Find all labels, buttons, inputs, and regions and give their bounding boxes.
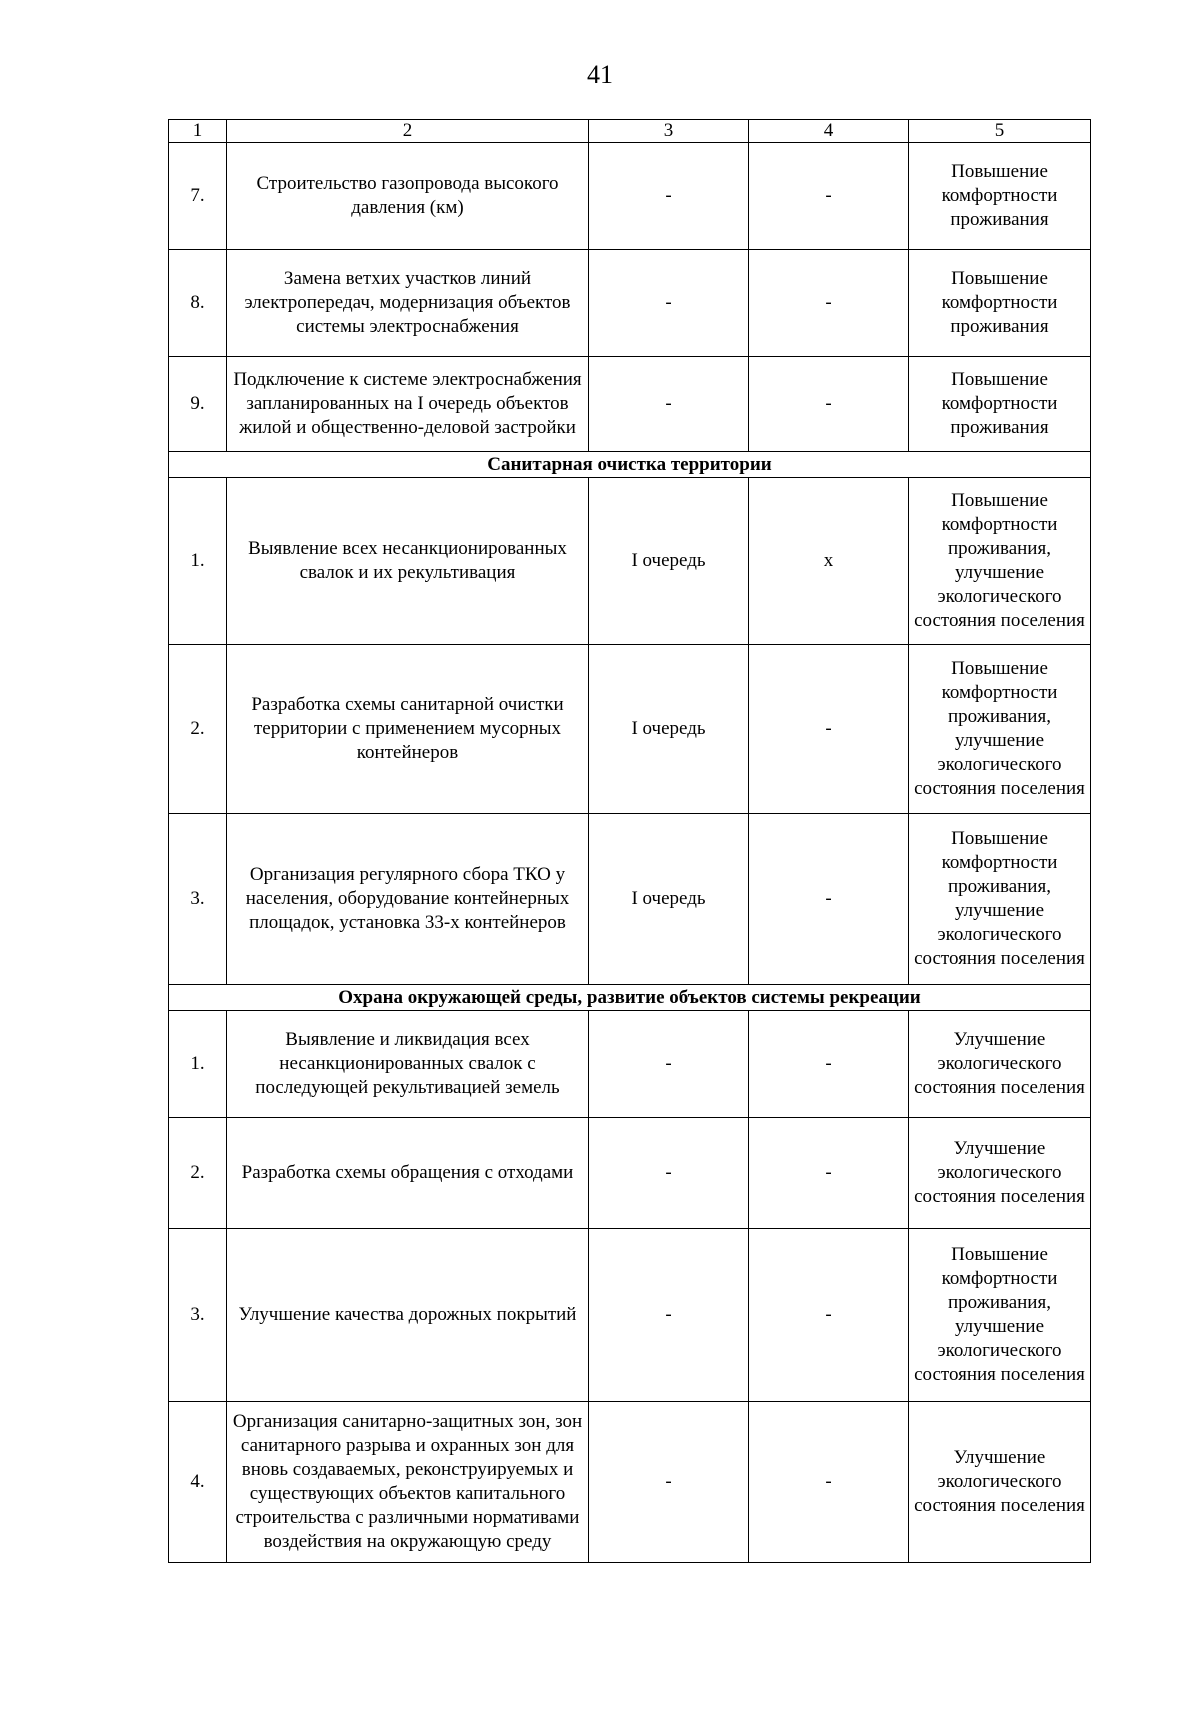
stage-cell: - [589,1229,749,1402]
table-row [169,357,1091,452]
measures-table [168,119,1091,1563]
stage-cell: - [589,357,749,452]
effect-cell: Повышение комфортности проживания [909,250,1091,357]
column4-cell: - [749,1402,909,1563]
measure-text: Строительство газопровода высокого давления (км) [227,143,589,250]
stage-cell: - [589,250,749,357]
table-row [169,645,1091,814]
header-cell: 1 [169,120,227,143]
measure-text: Организация регулярного сбора ТКО у населения, оборудование контейнерных площадок, установка 33-х контейнеров [227,814,589,985]
column4-cell: - [749,1229,909,1402]
row-number: 1. [169,478,227,645]
row-number: 1. [169,1011,227,1118]
table-row [169,1011,1091,1118]
header-cell: 5 [909,120,1091,143]
measure-text: Разработка схемы санитарной очистки территории с применением мусорных контейнеров [227,645,589,814]
measure-text: Организация санитарно-защитных зон, зон санитарного разрыва и охранных зон для вновь создаваемых, реконструируемых и существующих объектов капитального строительства с различными нормативами воздействия на окружающую среду [227,1402,589,1563]
header-cell: 4 [749,120,909,143]
page-number: 41 [587,60,613,89]
measure-text: Выявление и ликвидация всех несанкционированных свалок с последующей рекультивацией земель [227,1011,589,1118]
row-number: 3. [169,1229,227,1402]
effect-cell: Улучшение экологического состояния поселения [909,1118,1091,1229]
stage-cell: - [589,1011,749,1118]
row-number: 8. [169,250,227,357]
effect-cell: Повышение комфортности проживания [909,143,1091,250]
stage-cell: - [589,1118,749,1229]
row-number: 3. [169,814,227,985]
table-row [169,814,1091,985]
effect-cell: Улучшение экологического состояния поселения [909,1402,1091,1563]
row-number: 4. [169,1402,227,1563]
measure-text: Разработка схемы обращения с отходами [227,1118,589,1229]
column4-cell: - [749,645,909,814]
section-title: Охрана окружающей среды, развитие объектов системы рекреации [169,985,1091,1011]
row-number: 9. [169,357,227,452]
table-header-row [169,120,1091,143]
effect-cell: Повышение комфортности проживания, улучшение экологического состояния поселения [909,645,1091,814]
column4-cell: - [749,143,909,250]
section-heading-row [169,452,1091,478]
table-row [169,1402,1091,1563]
row-number: 2. [169,645,227,814]
measure-text: Выявление всех несанкционированных свалок и их рекультивация [227,478,589,645]
column4-cell: - [749,1118,909,1229]
table-row [169,143,1091,250]
effect-cell: Повышение комфортности проживания [909,357,1091,452]
section-heading-row [169,985,1091,1011]
header-cell: 3 [589,120,749,143]
table-row [169,1118,1091,1229]
measure-text: Улучшение качества дорожных покрытий [227,1229,589,1402]
column4-cell: - [749,1011,909,1118]
table-row [169,1229,1091,1402]
stage-cell: - [589,143,749,250]
column4-cell: - [749,250,909,357]
effect-cell: Улучшение экологического состояния поселения [909,1011,1091,1118]
effect-cell: Повышение комфортности проживания, улучшение экологического состояния поселения [909,814,1091,985]
column4-cell: - [749,814,909,985]
row-number: 2. [169,1118,227,1229]
stage-cell: I очередь [589,814,749,985]
table-row [169,250,1091,357]
effect-cell: Повышение комфортности проживания, улучшение экологического состояния поселения [909,478,1091,645]
stage-cell: I очередь [589,478,749,645]
stage-cell: - [589,1402,749,1563]
column4-cell: х [749,478,909,645]
column4-cell: - [749,357,909,452]
header-cell: 2 [227,120,589,143]
section-title: Санитарная очистка территории [169,452,1091,478]
measure-text: Замена ветхих участков линий электропередач, модернизация объектов системы электроснабжения [227,250,589,357]
stage-cell: I очередь [589,645,749,814]
measure-text: Подключение к системе электроснабжения запланированных на I очередь объектов жилой и общественно-деловой застройки [227,357,589,452]
row-number: 7. [169,143,227,250]
table-row [169,478,1091,645]
effect-cell: Повышение комфортности проживания, улучшение экологического состояния поселения [909,1229,1091,1402]
